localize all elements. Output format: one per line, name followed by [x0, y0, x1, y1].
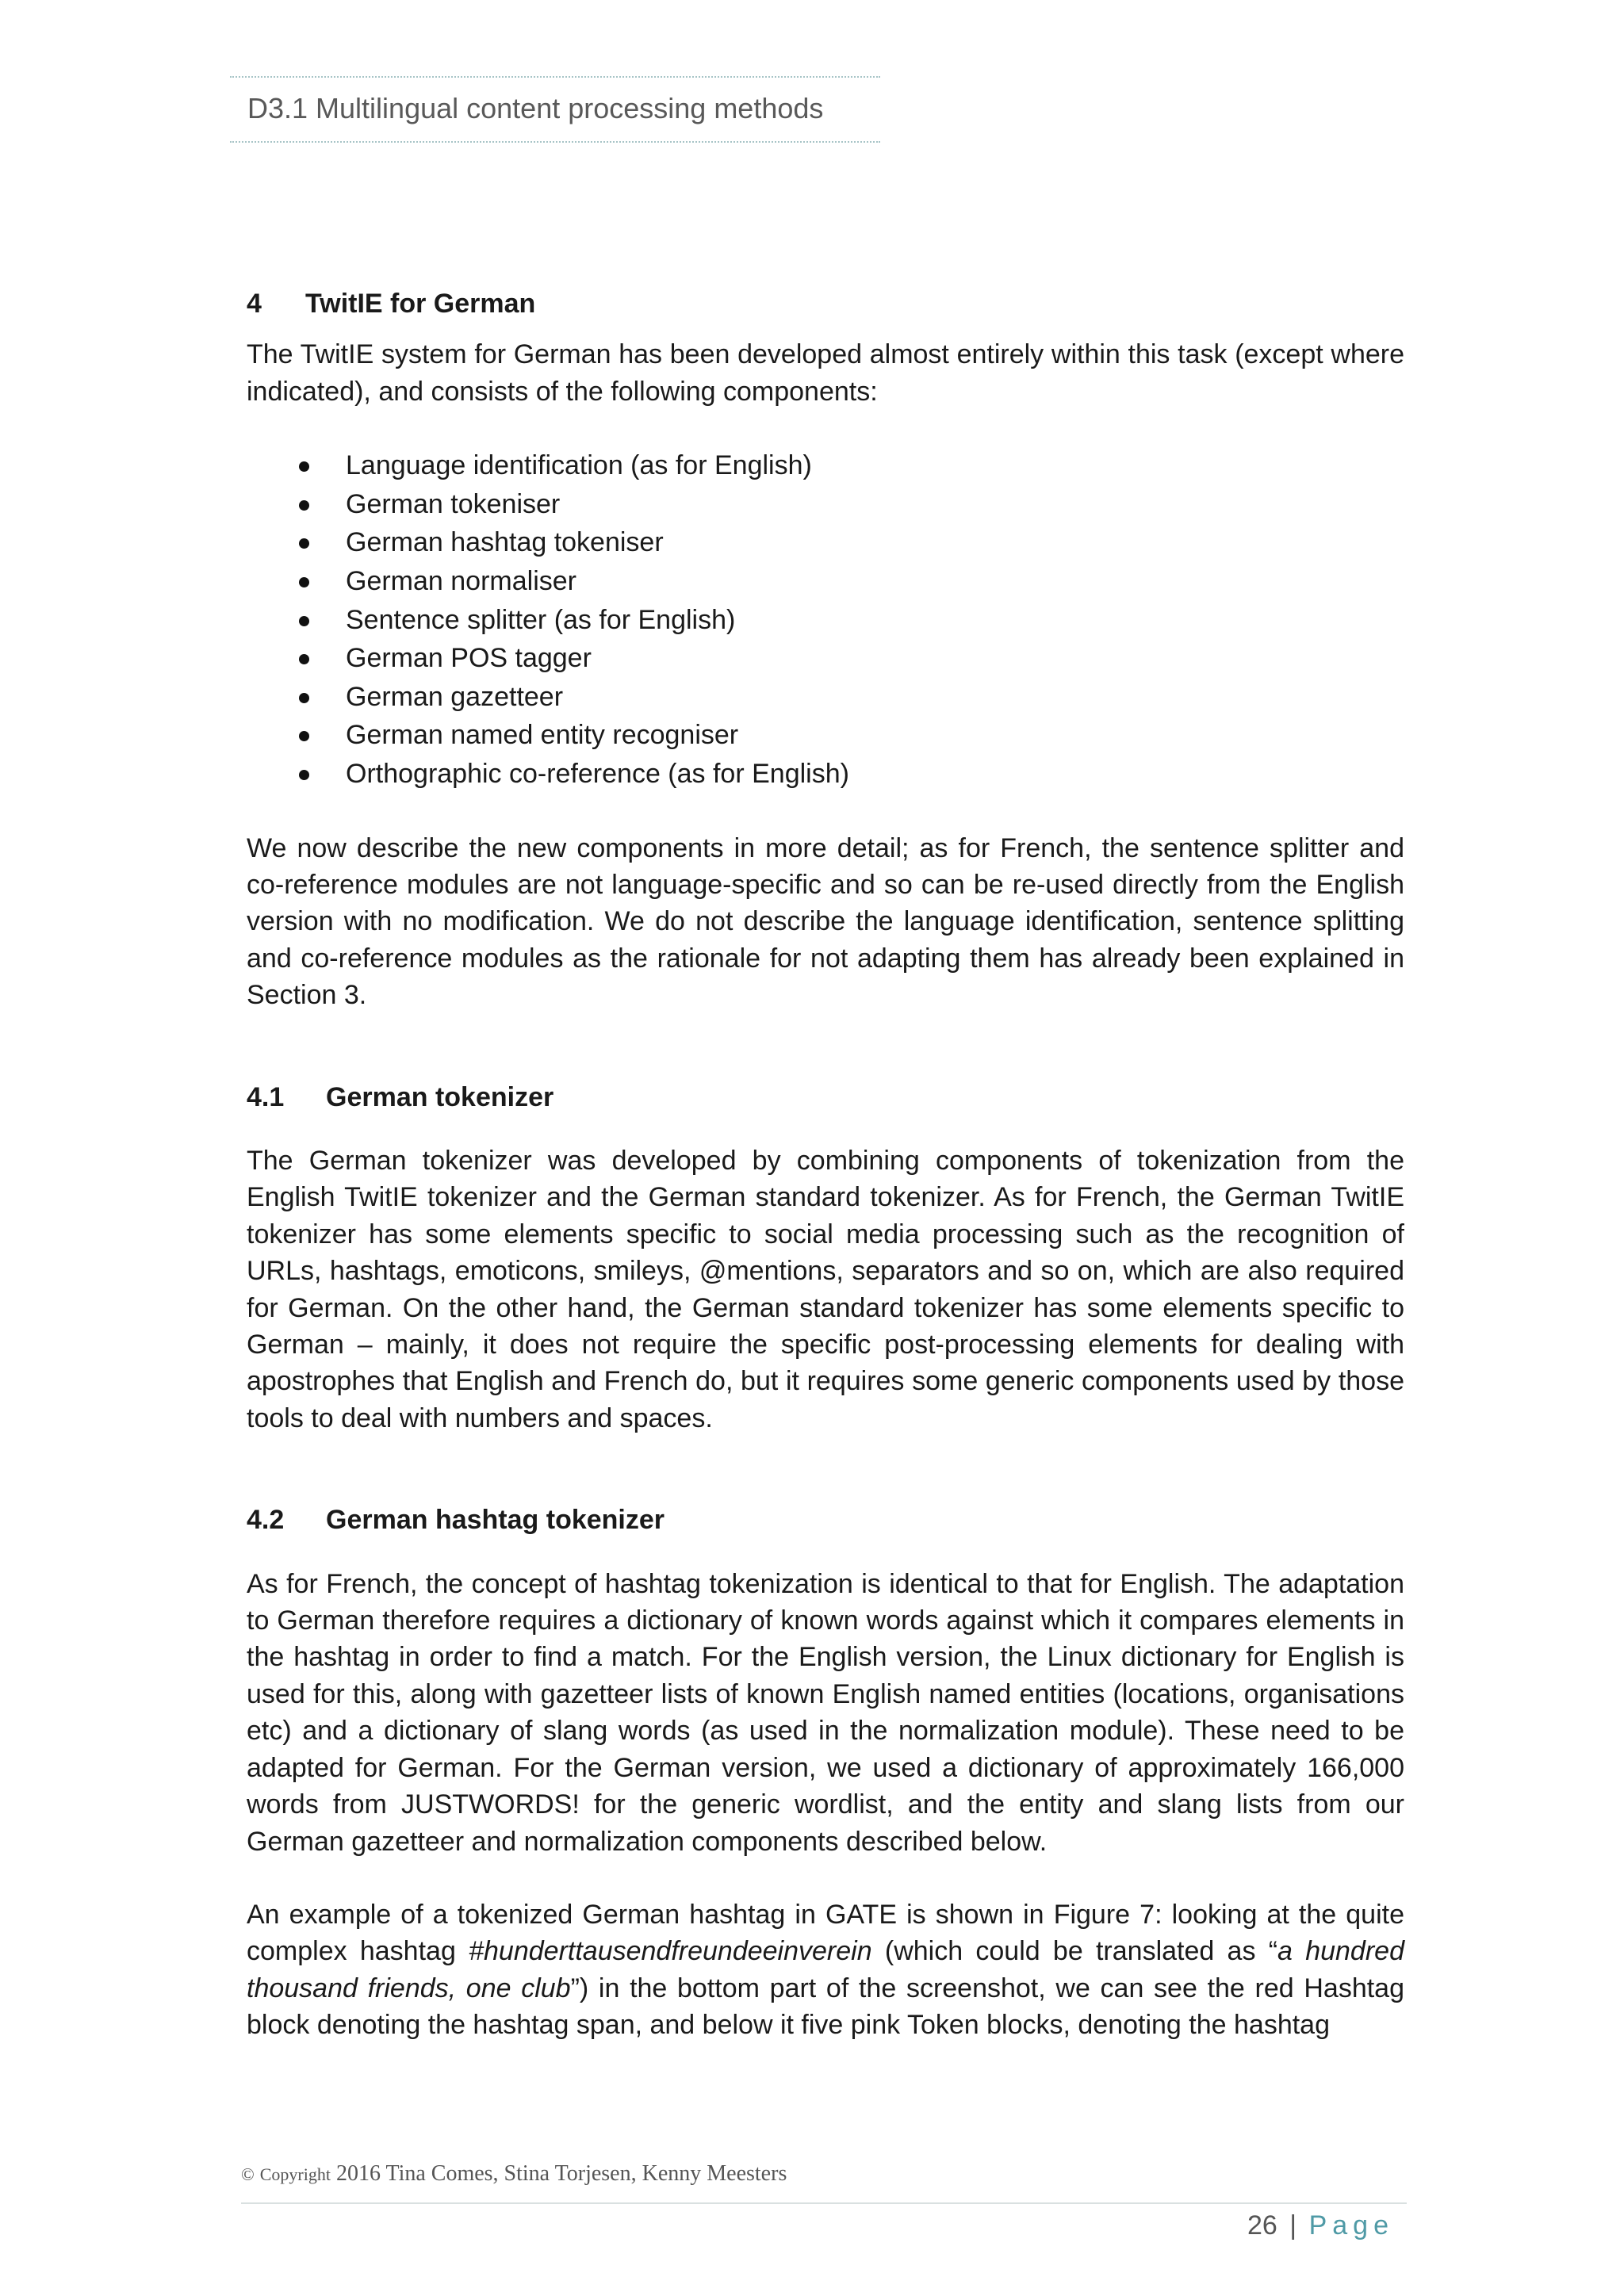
section-4-1-heading: [247, 1079, 1404, 1115]
section-title: German tokenizer: [326, 1081, 554, 1112]
bullet-icon: [299, 577, 309, 587]
list-item: German named entity recogniser: [247, 716, 1404, 755]
running-header: [230, 76, 880, 143]
bullet-icon: [299, 731, 309, 741]
bullet-icon: [299, 654, 309, 664]
section-title: German hashtag tokenizer: [326, 1505, 665, 1536]
list-item: Sentence splitter (as for English): [247, 601, 1404, 640]
page-number-footer: [1247, 2210, 1394, 2241]
list-item: German normaliser: [247, 562, 1404, 601]
page-separator: |: [1289, 2210, 1297, 2241]
page-word: Page: [1308, 2210, 1394, 2241]
bullet-icon: [299, 616, 309, 626]
section-4-2-heading: [247, 1502, 1404, 1538]
document-title: D3.1 Multilingual content processing methods: [247, 92, 824, 124]
section-title: TwitIE for German: [305, 289, 536, 319]
page-number: 26: [1247, 2210, 1277, 2241]
list-item: Orthographic co-reference (as for English): [247, 755, 1404, 794]
copyright-symbol: ©: [241, 2164, 255, 2184]
footer-divider: [241, 2202, 1407, 2204]
component-list: [247, 446, 1404, 793]
bullet-icon: [299, 538, 309, 549]
copyright-word: Copyright: [259, 2164, 331, 2184]
list-item: German gazetteer: [247, 678, 1404, 717]
bullet-icon: [299, 693, 309, 703]
hashtag-example-paragraph: An example of a tokenized German hashtag in GATE is shown in Figure 7: looking at the quite complex hashtag #hunderttausendfreundeeinverein (which could be translated as “a hundred thousand friends, one club”) in the bottom part of the screenshot, we can see the red Hashtag block denoting the hashtag span, and below it five pink Token blocks, denoting the hashtag: [247, 1899, 1404, 2041]
bullet-icon: [299, 500, 309, 511]
section-4-description: We now describe the new components in more detail; as for French, the sentence splitter and co-reference modules are not language-specific and so can be re-used directly from the English version with no modification. We do not describe the language identification, sentence splitting and co-reference modules as the rationale for not adapting them has already been explained in Section 3.: [247, 832, 1404, 1011]
section-4-intro: The TwitIE system for German has been developed almost entirely within this task (except where indicated), and consists of the following components:: [247, 339, 1404, 407]
list-item: German hashtag tokeniser: [247, 523, 1404, 562]
copyright-notice: [241, 2161, 787, 2187]
section-number: 4: [247, 289, 262, 319]
hashtag-example: #hunderttausendfreundeeinverein: [469, 1936, 872, 1967]
section-4-2-body: As for French, the concept of hashtag tokenization is identical to that for English. The adaptation to German therefore requires a dictionary of known words against which it compares elements in the hashtag in order to find a match. For the English version, the Linux dictionary for English is used for this, along with gazetteer lists of known English named entities (locations, organisations etc) and a dictionary of slang words (as used in the normalization module). These need to be adapted for German. For the German version, we used a dictionary of approximately 166,000 words from JUSTWORDS! for the generic wordlist, and the entity and slang lists from our German gazetteer and normalization components described below.: [247, 1568, 1404, 1857]
list-item: German tokeniser: [247, 485, 1404, 524]
list-item: Language identification (as for English): [247, 446, 1404, 485]
copyright-text: 2016 Tina Comes, Stina Torjesen, Kenny Meesters: [335, 2161, 787, 2186]
bullet-icon: [299, 461, 309, 472]
hashtag-translation: a hundred thousand friends, one club: [247, 1936, 1404, 2003]
page-content: [247, 285, 1404, 2044]
list-item: German POS tagger: [247, 639, 1404, 678]
bullet-icon: [299, 770, 309, 780]
section-4-1-body: The German tokenizer was developed by combining components of tokenization from the English TwitIE tokenizer and the German standard tokenizer. As for French, the German TwitIE tokenizer has some elements specific to social media processing such as the recognition of URLs, hashtags, emoticons, smileys, @mentions, separators and so on, which are also required for German. On the other hand, the German standard tokenizer has some elements specific to German – mainly, it does not require the specific post-processing elements for dealing with apostrophes that English and French do, but it requires some generic components used by those tools to deal with numbers and spaces.: [247, 1146, 1404, 1433]
section-4-heading: [247, 285, 1404, 322]
section-number: 4.1: [247, 1081, 285, 1112]
section-number: 4.2: [247, 1505, 285, 1536]
